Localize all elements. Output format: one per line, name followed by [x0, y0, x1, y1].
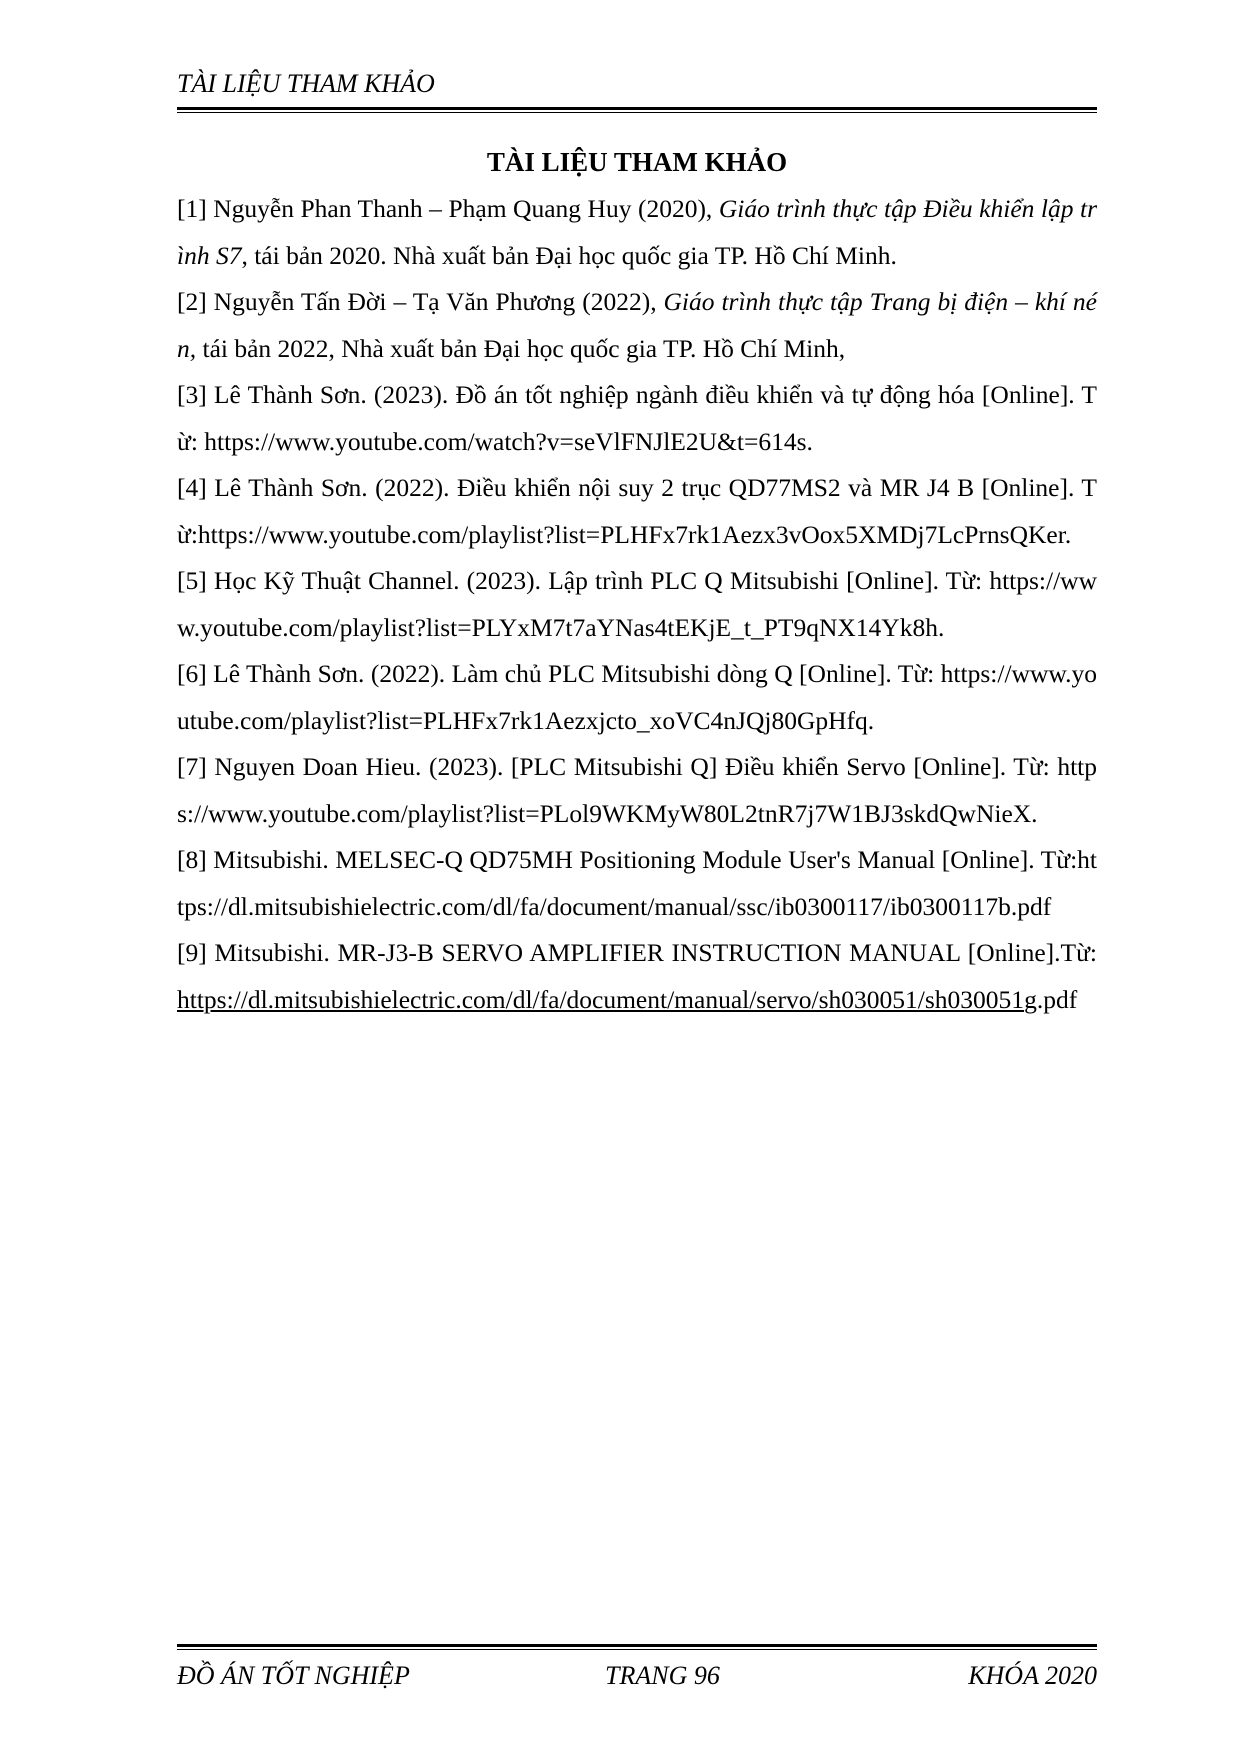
reference-text: g.pdf — [1024, 984, 1078, 1014]
reference-item-2 — [177, 279, 1097, 372]
footer-rule — [177, 1644, 1097, 1650]
running-header: TÀI LIỆU THAM KHẢO — [177, 69, 435, 98]
reference-item-3: [3] Lê Thành Sơn. (2023). Đồ án tốt nghiệp ngành điều khiển và tự động hóa [Online]. Từ: https://www.youtube.com/watch?v=seVlFNJlE2U&t=614s. — [177, 380, 1097, 456]
reference-item-1 — [177, 186, 1097, 279]
reference-item-6: [6] Lê Thành Sơn. (2022). Làm chủ PLC Mitsubishi dòng Q [Online]. Từ: https://www.youtube.com/playlist?list=PLHFx7rk1Aezxjcto_xoVC4nJQj80GpHfq. — [177, 659, 1097, 735]
reference-item-7: [7] Nguyen Doan Hieu. (2023). [PLC Mitsubishi Q] Điều khiển Servo [Online]. Từ: https://www.youtube.com/playlist?list=PLol9WKMyW80L2tnR7j7W1BJ3skdQwNieX. — [177, 752, 1097, 828]
reference-item-8: [8] Mitsubishi. MELSEC-Q QD75MH Positioning Module User's Manual [Online]. Từ:https://dl.mitsubishielectric.com/dl/fa/document/manual/ssc/ib0300117/ib0300117b.pdf — [177, 845, 1097, 921]
reference-book-title: Giáo trình thực tập Điều khiển lập trình S7 — [177, 194, 1098, 270]
reference-book-title: Giáo trình thực tập Trang bị điện – khí nén, — [177, 287, 1097, 363]
reference-text: [1] Nguyễn Phan Thanh – Phạm Quang Huy (2020), — [177, 194, 719, 223]
footer-page-number: TRANG 96 — [605, 1661, 720, 1690]
reference-text: [2] Nguyễn Tấn Đời – Tạ Văn Phương (2022), — [177, 287, 664, 316]
footer-thesis-label: ĐỒ ÁN TỐT NGHIỆP — [177, 1661, 410, 1690]
reference-item-5: [5] Học Kỹ Thuật Channel. (2023). Lập trình PLC Q Mitsubishi [Online]. Từ: https://www.youtube.com/playlist?list=PLYxM7t7aYNas4tEKjE_t_PT9qNX14Yk8h. — [177, 566, 1097, 642]
reference-item-9 — [177, 930, 1097, 1023]
reference-text: tái bản 2022, Nhà xuất bản Đại học quốc gia TP. Hồ Chí Minh, — [196, 333, 846, 363]
references-section — [177, 144, 1097, 1023]
reference-link[interactable]: https://dl.mitsubishielectric.com/dl/fa/document/manual/servo/sh030051/sh030051 — [177, 984, 1025, 1014]
references-title: TÀI LIỆU THAM KHẢO — [486, 147, 788, 177]
reference-text: [9] Mitsubishi. MR-J3-B SERVO AMPLIFIER INSTRUCTION MANUAL [Online].Từ: — [177, 938, 1097, 967]
reference-text: , tái bản 2020. Nhà xuất bản Đại học quốc gia TP. Hồ Chí Minh. — [241, 240, 897, 270]
reference-item-4: [4] Lê Thành Sơn. (2022). Điều khiển nội suy 2 trục QD77MS2 và MR J4 B [Online]. Từ:https://www.youtube.com/playlist?list=PLHFx7rk1Aezx3vOox5XMDj7LcPrnsQKer. — [177, 473, 1097, 549]
footer-cohort: KHÓA 2020 — [968, 1661, 1097, 1690]
header-rule — [177, 107, 1097, 113]
